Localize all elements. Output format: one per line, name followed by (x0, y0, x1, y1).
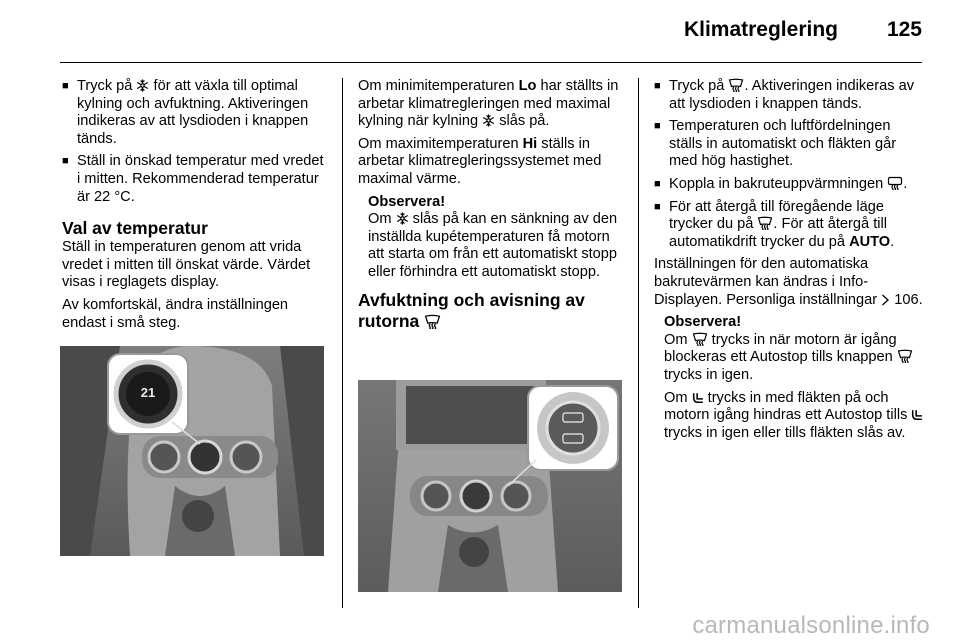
list-item: ■ Ställ in önskad temperatur med vredet i mitten. Rekommenderad temperatur är 22 °C. (62, 153, 324, 205)
list-item: ■ Temperaturen och luftfördelningen ställs in automatiskt och fläkten går med hög hastighet. (654, 118, 897, 170)
column-divider-right (638, 78, 639, 608)
paragraph: Ställ in temperaturen genom att vrida vredet i mitten till önskat värde. Värdet visas i reglagets display. (62, 239, 311, 291)
bullet-square-icon: ■ (654, 80, 661, 92)
snowflake-icon (396, 212, 409, 225)
windscreen-defrost-icon (757, 216, 773, 230)
console-photo-temperature (60, 346, 324, 556)
section-heading: Val av temperatur (62, 218, 208, 239)
bullet-square-icon: ■ (62, 155, 69, 168)
header-rule (60, 62, 922, 63)
note-box: Observera! Om trycks in när motorn är igång blockeras ett Autostop tills knappen trycks in igen. Om trycks in med fläkten på och motorn igång hindras ett Autostop tills trycks in igen eller tills fläkten slås av. (654, 314, 926, 442)
note-title: Observera! (664, 314, 742, 331)
snowflake-icon (482, 114, 495, 127)
page-number: 125 (886, 18, 922, 41)
list-item: ■ Tryck på . Aktiveringen indikeras av att lysdioden i knappen tänds. (654, 78, 915, 112)
fan-direction-icon (692, 392, 704, 404)
paragraph: Om minimitemperaturen Lo har ställts in arbetar klimatregleringen med maximal kylning när kylning slås på. (358, 78, 619, 130)
paragraph: Inställningen för den automatiska bakrutevärmen kan ändras i Info-Displayen. Personliga inställningar 106. (654, 256, 923, 308)
console-photo-defrost (358, 380, 622, 592)
column-3 (654, 78, 926, 447)
paragraph: Av komfortskäl, ändra inställningen endast i små steg. (62, 296, 289, 331)
bullet-square-icon: ■ (62, 80, 69, 92)
rear-window-heating-icon (887, 176, 903, 190)
note-box: Observera! Om slås på kan en sänkning av den inställda kupétemperaturen få motorn att starta om från ett automatiskt stopp eller förhindra ett automatiskt stopp. (358, 194, 630, 282)
column-2 (358, 78, 630, 342)
bullet-square-icon: ■ (654, 177, 661, 190)
bullet-square-icon: ■ (654, 120, 661, 133)
snowflake-icon (136, 79, 149, 92)
bullet-square-icon: ■ (654, 200, 661, 213)
footer-watermark: carmanualsonline.info (692, 612, 930, 639)
note-title: Observera! (368, 193, 446, 210)
windscreen-defrost-icon (424, 314, 441, 329)
page-header-title: Klimatreglering (683, 18, 838, 41)
list-item: ■ Tryck på för att växla till optimal kylning och avfuktning. Aktiveringen indikeras av att lysdioden i knappen tänds. (62, 78, 309, 147)
column-divider-left (342, 78, 343, 608)
section-heading: Avfuktning och avisning av rutorna (358, 289, 585, 331)
temperature-display-readout: 21 (140, 385, 156, 400)
windscreen-defrost-icon (728, 78, 744, 92)
list-item: ■ För att återgå till föregående läge trycker du på . För att återgå till automatikdrift trycker du på AUTO. (654, 198, 895, 250)
fan-direction-icon (911, 409, 923, 421)
list-item: ■ Koppla in bakruteuppvärmningen . (654, 175, 908, 192)
column-1 (62, 78, 324, 337)
windscreen-defrost-icon (897, 349, 913, 363)
windscreen-defrost-icon (692, 332, 708, 346)
page-reference-arrow-icon (881, 294, 890, 306)
paragraph: Om maximitemperaturen Hi ställs in arbetar klimatregleringssystemet med maximal värme. (358, 135, 602, 187)
